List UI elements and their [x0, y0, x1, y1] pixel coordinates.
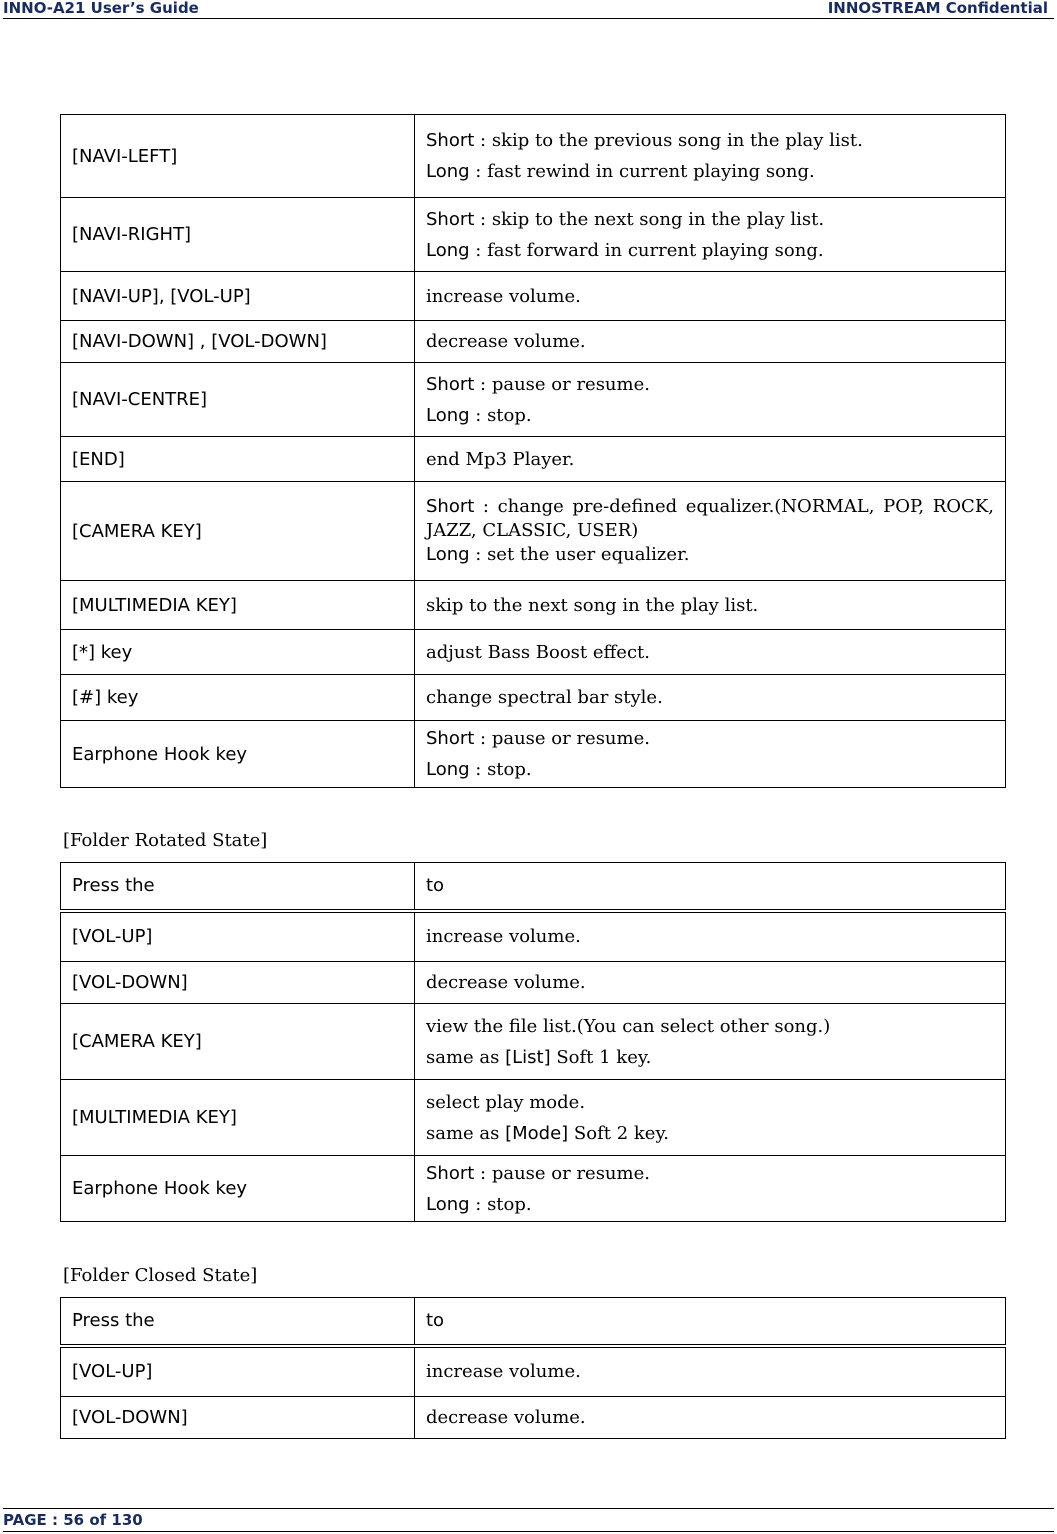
key-cell: [END] [61, 437, 415, 482]
folder-rotated-table [60, 862, 1006, 1222]
action-text: : pause or resume. [474, 1162, 650, 1184]
action-text: : skip to the previous song in the play list. [474, 130, 863, 151]
table-row [61, 321, 1006, 363]
action-text: increase volume. [426, 926, 581, 948]
action-line [426, 967, 994, 998]
table-row [61, 1156, 1006, 1222]
key-cell: [*] key [61, 630, 415, 675]
label-short: Short [426, 1162, 475, 1184]
key-cell: [VOL-DOWN] [61, 1397, 415, 1439]
key-cell: Earphone Hook key [61, 1156, 415, 1222]
action-line [426, 125, 994, 156]
label-long: Long [426, 759, 470, 780]
label-long: Long [426, 544, 470, 565]
table-row [61, 581, 1006, 630]
action-text: end Mp3 Player. [426, 448, 575, 470]
action-text: same as [426, 1046, 506, 1068]
action-line [426, 1158, 994, 1189]
table-row [61, 115, 1006, 198]
key-cell: [#] key [61, 675, 415, 721]
label-short: Short [426, 373, 475, 395]
action-cell [415, 482, 1006, 581]
action-text: : set the user equalizer. [469, 544, 690, 565]
action-cell [415, 272, 1006, 321]
table-row [61, 198, 1006, 272]
key-cell: [NAVI-DOWN] , [VOL-DOWN] [61, 321, 415, 363]
action-text-tail: Soft 2 key. [568, 1122, 669, 1144]
action-cell [415, 1156, 1006, 1222]
action-cell [415, 1004, 1006, 1080]
header-confidential: INNOSTREAM Confidential [827, 0, 1048, 17]
action-text: : change pre-defined equalizer.(NORMAL, POP, ROCK, JAZZ, CLASSIC, USER) [426, 496, 994, 541]
action-line [426, 1402, 994, 1433]
action-text: increase volume. [426, 285, 581, 307]
action-line [426, 682, 994, 713]
action-line [426, 1011, 994, 1042]
action-cell [415, 437, 1006, 482]
label-long: Long [426, 1193, 470, 1215]
label-short: Short [426, 728, 475, 749]
folder-rotated-caption: [Folder Rotated State] [63, 830, 268, 851]
action-line [426, 1042, 994, 1073]
action-text: : pause or resume. [474, 728, 650, 749]
soft-key-label: [Mode] [505, 1122, 569, 1144]
header-press-the: Press the [61, 1298, 415, 1346]
label-long: Long [426, 404, 470, 426]
label-short: Short [426, 208, 475, 230]
action-line [426, 637, 994, 668]
action-line [426, 281, 994, 312]
action-line [426, 723, 994, 754]
label-short: Short [426, 130, 475, 151]
key-cell: Earphone Hook key [61, 721, 415, 788]
table-row [61, 1346, 1006, 1397]
action-cell [415, 911, 1006, 962]
label-long: Long [426, 161, 470, 182]
action-line [426, 921, 994, 952]
action-text: : skip to the next song in the play list. [474, 208, 825, 230]
action-cell [415, 675, 1006, 721]
page-header [3, 0, 1054, 19]
action-line [426, 495, 994, 543]
action-cell [415, 630, 1006, 675]
action-line [426, 590, 994, 621]
page-footer [3, 1508, 1054, 1532]
action-line [426, 1118, 994, 1149]
action-cell [415, 1346, 1006, 1397]
header-to: to [415, 863, 1006, 911]
key-cell: [MULTIMEDIA KEY] [61, 1080, 415, 1156]
folder-closed-caption: [Folder Closed State] [63, 1265, 258, 1286]
action-text: increase volume. [426, 1361, 581, 1383]
table-header-row [61, 863, 1006, 911]
action-text: adjust Bass Boost effect. [426, 641, 650, 663]
table-row [61, 962, 1006, 1004]
header-doc-title: INNO-A21 User’s Guide [3, 0, 199, 17]
action-line [426, 754, 994, 785]
action-line [426, 1356, 994, 1387]
action-text: decrease volume. [426, 1407, 586, 1428]
action-cell [415, 363, 1006, 437]
header-to: to [415, 1298, 1006, 1346]
action-text: : fast forward in current playing song. [469, 239, 824, 261]
key-cell: [CAMERA KEY] [61, 1004, 415, 1080]
header-press-the: Press the [61, 863, 415, 911]
action-text: select play mode. [426, 1091, 586, 1113]
key-cell: [MULTIMEDIA KEY] [61, 581, 415, 630]
action-cell [415, 962, 1006, 1004]
action-line [426, 204, 994, 235]
action-text: : fast rewind in current playing song. [469, 161, 815, 182]
key-cell: [NAVI-RIGHT] [61, 198, 415, 272]
key-cell: [NAVI-UP], [VOL-UP] [61, 272, 415, 321]
action-text: : stop. [469, 759, 532, 780]
action-cell [415, 581, 1006, 630]
label-long: Long [426, 239, 470, 261]
action-cell [415, 115, 1006, 198]
action-text: : stop. [469, 404, 532, 426]
action-line [426, 543, 994, 567]
action-text: change spectral bar style. [426, 687, 663, 708]
action-text: decrease volume. [426, 331, 586, 352]
key-cell: [VOL-DOWN] [61, 962, 415, 1004]
action-line [426, 156, 994, 187]
action-line [426, 326, 994, 357]
key-cell: [CAMERA KEY] [61, 482, 415, 581]
table-row [61, 363, 1006, 437]
soft-key-label: [List] [505, 1046, 551, 1068]
label-short: Short [426, 496, 475, 517]
action-cell [415, 1080, 1006, 1156]
action-line [426, 400, 994, 431]
action-cell [415, 721, 1006, 788]
table-row [61, 1397, 1006, 1439]
action-text: view the file list.(You can select other song.) [426, 1015, 831, 1037]
table-row [61, 437, 1006, 482]
key-cell: [VOL-UP] [61, 1346, 415, 1397]
folder-closed-table [60, 1297, 1006, 1439]
action-cell [415, 1397, 1006, 1439]
key-cell: [VOL-UP] [61, 911, 415, 962]
key-cell: [NAVI-LEFT] [61, 115, 415, 198]
player-keys-table [60, 114, 1006, 788]
key-cell: [NAVI-CENTRE] [61, 363, 415, 437]
action-text-tail: Soft 1 key. [550, 1046, 652, 1068]
action-text: same as [426, 1122, 506, 1144]
table-row [61, 675, 1006, 721]
action-line [426, 1189, 994, 1220]
action-text: : stop. [469, 1193, 532, 1215]
table-row [61, 482, 1006, 581]
action-cell [415, 198, 1006, 272]
table-header-row [61, 1298, 1006, 1346]
action-line [426, 235, 994, 266]
table-row [61, 911, 1006, 962]
action-cell [415, 321, 1006, 363]
action-line [426, 1087, 994, 1118]
action-line [426, 369, 994, 400]
action-line [426, 444, 994, 475]
table-row [61, 721, 1006, 788]
action-text: : pause or resume. [474, 373, 650, 395]
table-row [61, 630, 1006, 675]
table-row [61, 1080, 1006, 1156]
table-row [61, 272, 1006, 321]
page-number: PAGE : 56 of 130 [3, 1511, 143, 1529]
action-text: decrease volume. [426, 972, 586, 993]
table-row [61, 1004, 1006, 1080]
action-text: skip to the next song in the play list. [426, 594, 759, 616]
